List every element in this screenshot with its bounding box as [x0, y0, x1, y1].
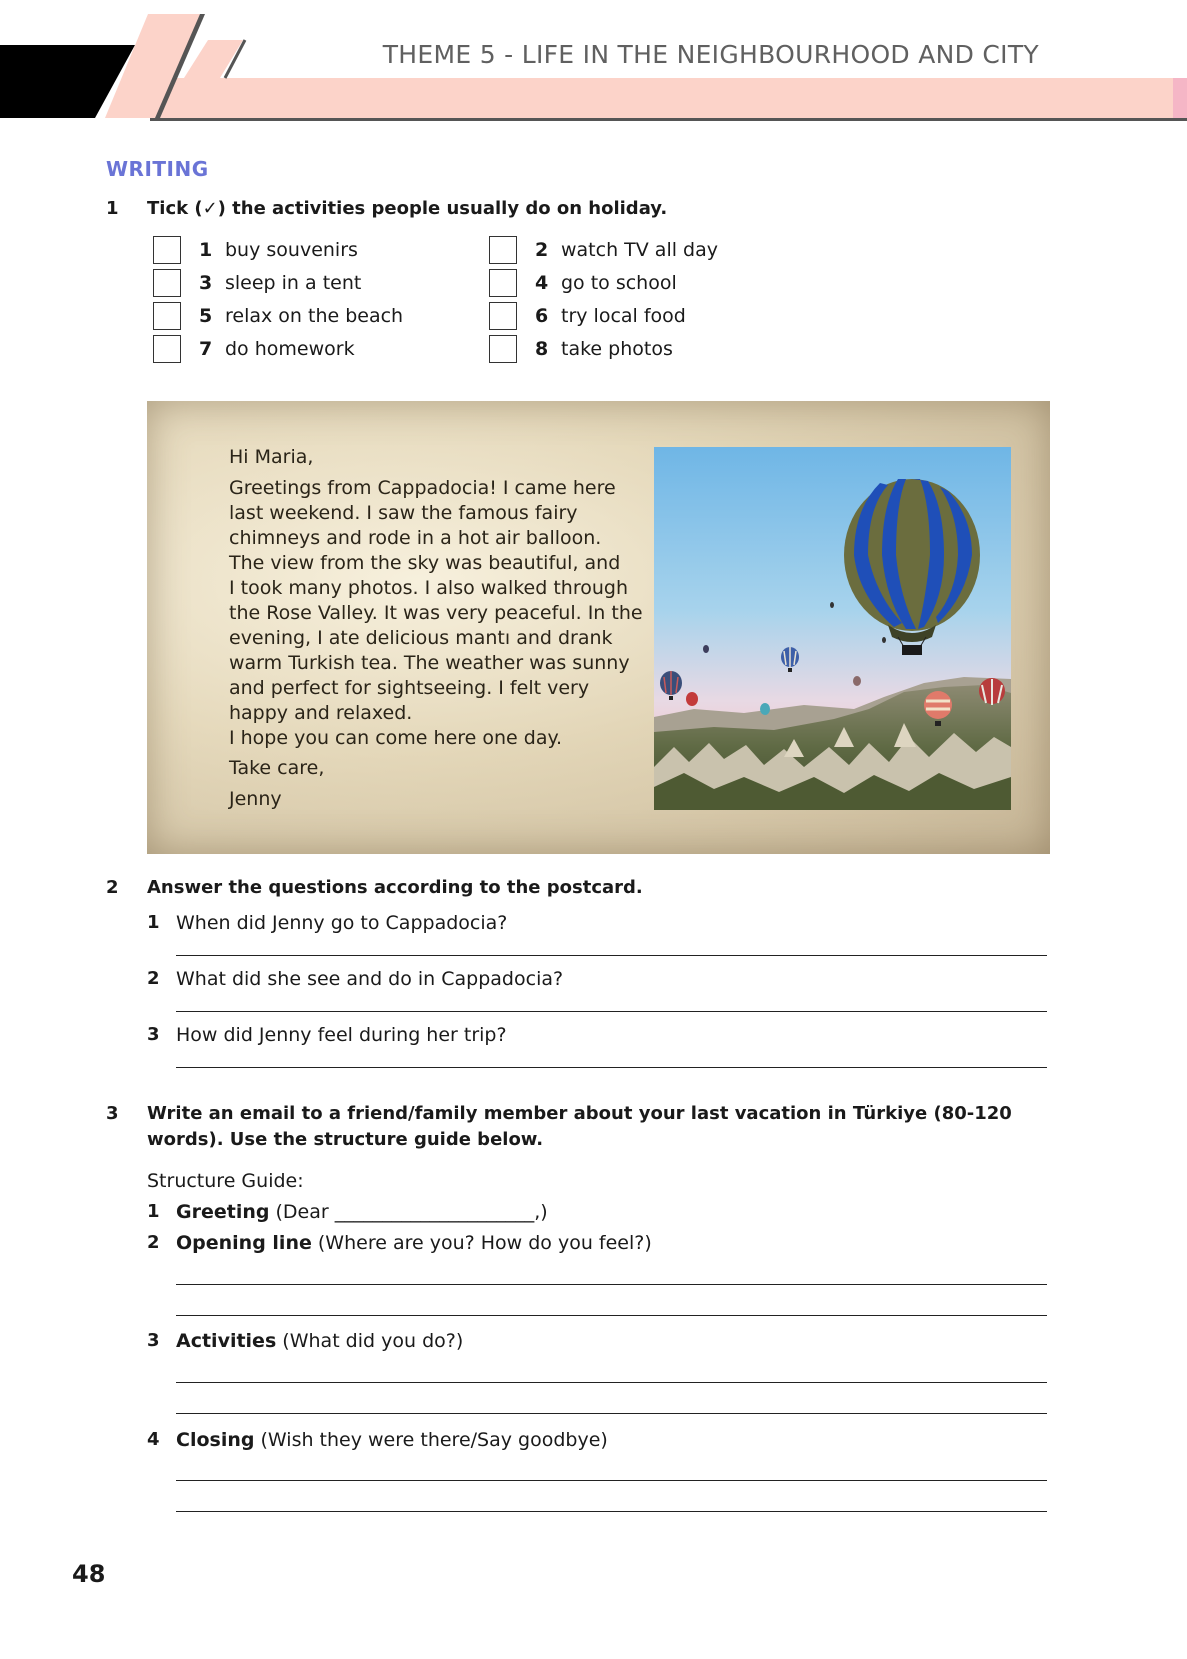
step-label: Activities — [176, 1330, 277, 1352]
activity-number: 3 — [199, 272, 213, 294]
step — [176, 1429, 608, 1451]
header-band-edge — [1173, 78, 1187, 118]
step-hint: (Where are you? How do you feel?) — [311, 1232, 652, 1254]
activity-item — [489, 334, 673, 364]
postcard-line: evening, I ate delicious mantı and drank — [229, 627, 613, 649]
activity-checkbox[interactable] — [153, 236, 181, 264]
activity-label: do homework — [225, 338, 355, 360]
activity-number: 6 — [535, 305, 549, 327]
step — [176, 1201, 548, 1223]
q2-question-number: 2 — [147, 968, 160, 989]
activity-item — [153, 334, 355, 364]
activity-checkbox[interactable] — [489, 236, 517, 264]
activity-item — [153, 301, 403, 331]
activity-number: 7 — [199, 338, 213, 360]
q2-instruction: Answer the questions according to the postcard. — [147, 877, 643, 898]
activity-label: go to school — [561, 272, 677, 294]
q3-instruction: words). Use the structure guide below. — [147, 1129, 544, 1150]
activity-checkbox[interactable] — [489, 269, 517, 297]
postcard-line: The view from the sky was beautiful, and — [229, 552, 621, 574]
postcard-line: chimneys and rode in a hot air balloon. — [229, 527, 602, 549]
step-number: 4 — [147, 1429, 160, 1450]
answer-line[interactable] — [176, 1011, 1047, 1012]
step-number: 2 — [147, 1232, 160, 1253]
q3-number: 3 — [106, 1103, 119, 1124]
activity-item — [153, 268, 361, 298]
postcard-line: Greetings from Cappadocia! I came here — [229, 477, 616, 499]
header-decoration — [0, 0, 260, 125]
step-number: 3 — [147, 1330, 160, 1351]
activity-item — [153, 235, 358, 265]
step-number: 1 — [147, 1201, 160, 1222]
cappadocia-balloon-photo — [654, 447, 1011, 810]
step — [176, 1232, 652, 1254]
step-hint: (What did you do?) — [276, 1330, 464, 1352]
postcard-greeting: Hi Maria, — [229, 446, 314, 468]
answer-line[interactable] — [176, 1382, 1047, 1383]
activity-checkbox[interactable] — [153, 302, 181, 330]
q2-question: When did Jenny go to Cappadocia? — [176, 912, 508, 934]
activity-item — [489, 301, 686, 331]
postcard-line: happy and relaxed. — [229, 702, 413, 724]
q2-question-number: 3 — [147, 1024, 160, 1045]
activity-number: 8 — [535, 338, 549, 360]
q1-number: 1 — [106, 198, 119, 219]
q2-question: What did she see and do in Cappadocia? — [176, 968, 564, 990]
step-label: Greeting — [176, 1201, 270, 1223]
structure-guide-title: Structure Guide: — [147, 1170, 304, 1192]
step-label: Closing — [176, 1429, 255, 1451]
q3-instruction: Write an email to a friend/family member about your last vacation in Türkiye (80-120 — [147, 1103, 1012, 1124]
step — [176, 1330, 463, 1352]
activity-item — [489, 268, 677, 298]
answer-line[interactable] — [176, 1315, 1047, 1316]
q1-instruction: Tick (✓) the activities people usually do on holiday. — [147, 198, 668, 219]
answer-line[interactable] — [176, 955, 1047, 956]
answer-line[interactable] — [176, 1480, 1047, 1481]
activity-item — [489, 235, 718, 265]
step-hint: (Wish they were there/Say goodbye) — [254, 1429, 608, 1451]
activity-number: 4 — [535, 272, 549, 294]
header-rule — [150, 118, 1187, 121]
q2-question-number: 1 — [147, 912, 160, 933]
activity-checkbox[interactable] — [489, 335, 517, 363]
page-number: 48 — [72, 1560, 106, 1588]
postcard-line: and perfect for sightseeing. I felt very — [229, 677, 590, 699]
activity-number: 5 — [199, 305, 213, 327]
q2-question: How did Jenny feel during her trip? — [176, 1024, 507, 1046]
activity-label: take photos — [561, 338, 673, 360]
postcard-line: I took many photos. I also walked through — [229, 577, 628, 599]
postcard-line: warm Turkish tea. The weather was sunny — [229, 652, 630, 674]
postcard-closing: Take care, — [229, 757, 325, 779]
activity-label: buy souvenirs — [225, 239, 358, 261]
step-hint: (Dear _____________________,) — [269, 1201, 548, 1223]
activity-number: 1 — [199, 239, 213, 261]
answer-line[interactable] — [176, 1284, 1047, 1285]
section-title: WRITING — [106, 157, 209, 181]
activity-label: sleep in a tent — [225, 272, 362, 294]
activity-checkbox[interactable] — [153, 269, 181, 297]
answer-line[interactable] — [176, 1413, 1047, 1414]
activity-checkbox[interactable] — [153, 335, 181, 363]
header-band — [150, 78, 1187, 120]
postcard-line: the Rose Valley. It was very peaceful. In the — [229, 602, 643, 624]
q2-number: 2 — [106, 877, 119, 898]
theme-title: THEME 5 - LIFE IN THE NEIGHBOURHOOD AND CITY — [382, 40, 1039, 69]
activity-label: watch TV all day — [561, 239, 718, 261]
postcard-line: last weekend. I saw the famous fairy — [229, 502, 578, 524]
postcard-signature: Jenny — [229, 788, 282, 810]
answer-line[interactable] — [176, 1511, 1047, 1512]
activity-number: 2 — [535, 239, 549, 261]
step-label: Opening line — [176, 1232, 312, 1254]
activity-label: try local food — [561, 305, 686, 327]
activity-label: relax on the beach — [225, 305, 404, 327]
answer-line[interactable] — [176, 1067, 1047, 1068]
activity-checkbox[interactable] — [489, 302, 517, 330]
postcard-line: I hope you can come here one day. — [229, 727, 563, 749]
